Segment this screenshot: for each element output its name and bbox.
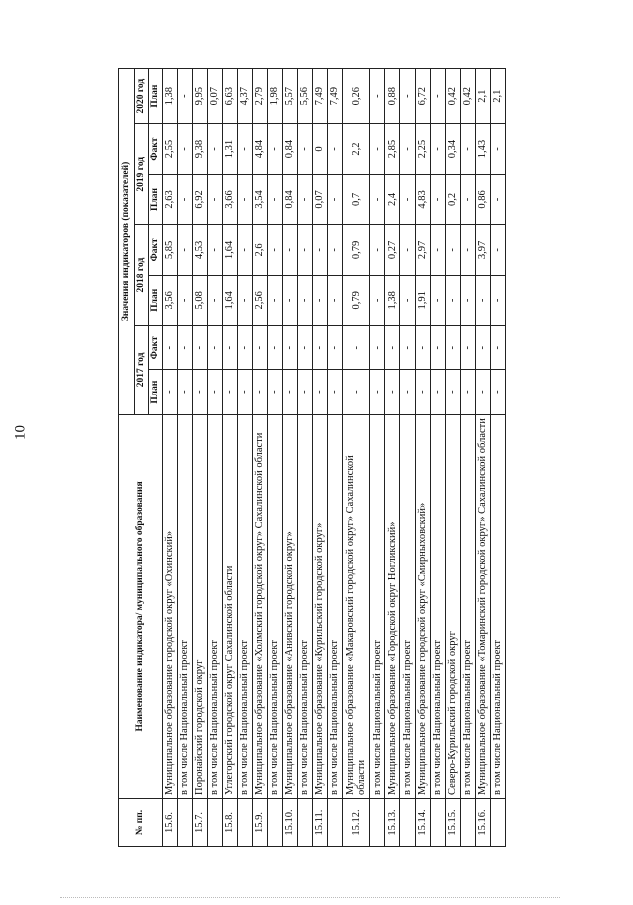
value-cell: 4,83: [415, 174, 430, 224]
value-cell: -: [313, 326, 328, 370]
value-cell: -: [298, 275, 313, 325]
value-cell: -: [328, 174, 343, 224]
value-cell: -: [268, 124, 283, 174]
value-cell: 4,53: [193, 225, 208, 275]
value-cell: 2,97: [415, 225, 430, 275]
row-name: в том числе Национальный проект: [208, 414, 223, 798]
value-cell: -: [490, 370, 505, 414]
value-cell: 2,1: [490, 69, 505, 124]
row-number: [328, 798, 343, 846]
value-cell: -: [193, 326, 208, 370]
header-plan: План: [149, 69, 163, 124]
value-cell: 2,56: [253, 275, 268, 325]
value-cell: 4,84: [253, 124, 268, 174]
value-cell: 0,07: [313, 174, 328, 224]
value-cell: 2,1: [475, 69, 490, 124]
row-number: 15.15.: [445, 798, 460, 846]
value-cell: -: [238, 124, 253, 174]
value-cell: 6,63: [223, 69, 238, 124]
row-name: Муниципальное образование «Макаровский городской округ» Сахалинской области: [343, 414, 370, 798]
value-cell: -: [208, 225, 223, 275]
value-cell: 1,91: [415, 275, 430, 325]
row-name: Муниципальное образование «Городской округ Ногликский»: [385, 414, 400, 798]
value-cell: -: [178, 326, 193, 370]
value-cell: -: [430, 174, 445, 224]
value-cell: -: [163, 326, 178, 370]
value-cell: 0,86: [475, 174, 490, 224]
value-cell: -: [460, 225, 475, 275]
value-cell: 3,56: [163, 275, 178, 325]
value-cell: 0,79: [343, 225, 370, 275]
row-name: в том числе Национальный проект: [238, 414, 253, 798]
value-cell: 0,07: [208, 69, 223, 124]
value-cell: 6,72: [415, 69, 430, 124]
value-cell: -: [430, 225, 445, 275]
value-cell: 0: [313, 124, 328, 174]
value-cell: -: [328, 275, 343, 325]
row-number: [238, 798, 253, 846]
header-year-2020: 2020 год: [135, 69, 149, 124]
table-row: [193, 69, 208, 847]
row-number: [208, 798, 223, 846]
value-cell: -: [460, 174, 475, 224]
value-cell: -: [370, 225, 385, 275]
value-cell: 3,97: [475, 225, 490, 275]
value-cell: 0,79: [343, 275, 370, 325]
value-cell: -: [490, 174, 505, 224]
table-row: [283, 69, 298, 847]
table-rotation-frame: [118, 68, 506, 847]
table-row: [460, 69, 475, 847]
row-name: в том числе Национальный проект: [370, 414, 385, 798]
value-cell: -: [313, 275, 328, 325]
value-cell: -: [328, 225, 343, 275]
value-cell: -: [283, 326, 298, 370]
row-number: 15.13.: [385, 798, 400, 846]
value-cell: -: [298, 174, 313, 224]
table-row: [370, 69, 385, 847]
row-number: 15.10.: [283, 798, 298, 846]
value-cell: 9,38: [193, 124, 208, 174]
value-cell: 7,49: [313, 69, 328, 124]
value-cell: 2,63: [163, 174, 178, 224]
value-cell: -: [313, 370, 328, 414]
value-cell: 5,57: [283, 69, 298, 124]
value-cell: 4,37: [238, 69, 253, 124]
value-cell: -: [385, 326, 400, 370]
row-name: Муниципальное образование «Томаринский городской округ» Сахалинской области: [475, 414, 490, 798]
value-cell: -: [370, 370, 385, 414]
value-cell: -: [298, 370, 313, 414]
table-row: [445, 69, 460, 847]
table-row: [343, 69, 370, 847]
table-row: [298, 69, 313, 847]
value-cell: 1,43: [475, 124, 490, 174]
value-cell: -: [208, 124, 223, 174]
value-cell: -: [430, 69, 445, 124]
value-cell: -: [370, 124, 385, 174]
value-cell: 5,56: [298, 69, 313, 124]
value-cell: -: [400, 370, 415, 414]
value-cell: -: [400, 69, 415, 124]
header-plan: План: [149, 275, 163, 325]
value-cell: 1,98: [268, 69, 283, 124]
value-cell: 0,84: [283, 124, 298, 174]
value-cell: 0,42: [460, 69, 475, 124]
table-row: [208, 69, 223, 847]
value-cell: -: [400, 174, 415, 224]
value-cell: -: [283, 370, 298, 414]
value-cell: -: [475, 370, 490, 414]
value-cell: 2,79: [253, 69, 268, 124]
value-cell: -: [268, 174, 283, 224]
row-number: 15.16.: [475, 798, 490, 846]
value-cell: 7,49: [328, 69, 343, 124]
value-cell: 6,92: [193, 174, 208, 224]
value-cell: -: [460, 275, 475, 325]
value-cell: -: [193, 370, 208, 414]
value-cell: -: [178, 174, 193, 224]
row-number: [400, 798, 415, 846]
table-row: [385, 69, 400, 847]
value-cell: 2,4: [385, 174, 400, 224]
header-plan: План: [149, 370, 163, 414]
value-cell: -: [223, 370, 238, 414]
value-cell: -: [430, 124, 445, 174]
value-cell: 0,34: [445, 124, 460, 174]
row-name: Поронайский городской округ: [193, 414, 208, 798]
value-cell: 5,85: [163, 225, 178, 275]
value-cell: -: [163, 370, 178, 414]
scan-edge-mark: [60, 897, 560, 899]
table-row: [313, 69, 328, 847]
value-cell: -: [460, 124, 475, 174]
value-cell: -: [445, 225, 460, 275]
header-year-2017: 2017 год: [135, 326, 149, 415]
value-cell: -: [490, 275, 505, 325]
table-row: [490, 69, 505, 847]
value-cell: -: [385, 370, 400, 414]
value-cell: -: [490, 326, 505, 370]
table-row: [163, 69, 178, 847]
value-cell: 0,42: [445, 69, 460, 124]
value-cell: 1,64: [223, 225, 238, 275]
value-cell: -: [238, 370, 253, 414]
value-cell: -: [298, 225, 313, 275]
value-cell: -: [445, 326, 460, 370]
value-cell: 0,26: [343, 69, 370, 124]
value-cell: -: [400, 275, 415, 325]
value-cell: 0,84: [283, 174, 298, 224]
value-cell: 0,2: [445, 174, 460, 224]
value-cell: -: [268, 225, 283, 275]
value-cell: -: [298, 124, 313, 174]
value-cell: -: [370, 69, 385, 124]
value-cell: 2,85: [385, 124, 400, 174]
value-cell: -: [253, 326, 268, 370]
table-header: [119, 69, 163, 847]
value-cell: 0,88: [385, 69, 400, 124]
row-number: [298, 798, 313, 846]
value-cell: -: [445, 370, 460, 414]
value-cell: -: [328, 370, 343, 414]
value-cell: 3,66: [223, 174, 238, 224]
row-number: 15.7.: [193, 798, 208, 846]
value-cell: -: [328, 124, 343, 174]
value-cell: -: [268, 275, 283, 325]
table-row: [253, 69, 268, 847]
table-row: [268, 69, 283, 847]
value-cell: -: [430, 370, 445, 414]
row-number: 15.6.: [163, 798, 178, 846]
value-cell: -: [460, 370, 475, 414]
value-cell: -: [223, 326, 238, 370]
row-name: Муниципальное образование городской округ «Охинский»: [163, 414, 178, 798]
header-fact: Факт: [149, 225, 163, 275]
table-body: [163, 69, 506, 847]
table-row: [430, 69, 445, 847]
value-cell: -: [370, 174, 385, 224]
value-cell: -: [238, 225, 253, 275]
value-cell: -: [178, 370, 193, 414]
row-number: 15.8.: [223, 798, 238, 846]
row-name: в том числе Национальный проект: [430, 414, 445, 798]
value-cell: 0,27: [385, 225, 400, 275]
row-name: в том числе Национальный проект: [328, 414, 343, 798]
indicator-table: [118, 68, 506, 847]
value-cell: -: [253, 370, 268, 414]
value-cell: -: [283, 275, 298, 325]
value-cell: 2,2: [343, 124, 370, 174]
row-number: [178, 798, 193, 846]
table-row: [328, 69, 343, 847]
header-plan: План: [149, 174, 163, 224]
value-cell: -: [415, 326, 430, 370]
value-cell: -: [208, 326, 223, 370]
row-number: 15.11.: [313, 798, 328, 846]
row-number: [370, 798, 385, 846]
table-row: [415, 69, 430, 847]
row-name: Муниципальное образование «Курильский городской округ»: [313, 414, 328, 798]
row-number: [268, 798, 283, 846]
page-number: 10: [12, 425, 29, 440]
value-cell: 1,38: [385, 275, 400, 325]
table-row: [475, 69, 490, 847]
value-cell: 9,95: [193, 69, 208, 124]
row-number: [430, 798, 445, 846]
value-cell: -: [178, 225, 193, 275]
value-cell: 2,6: [253, 225, 268, 275]
value-cell: 1,38: [163, 69, 178, 124]
header-fact: Факт: [149, 124, 163, 174]
row-number: 15.14.: [415, 798, 430, 846]
row-name: Муниципальное образование «Анивский городской округ»: [283, 414, 298, 798]
value-cell: -: [238, 275, 253, 325]
row-name: в том числе Национальный проект: [178, 414, 193, 798]
value-cell: -: [178, 124, 193, 174]
value-cell: -: [475, 326, 490, 370]
row-number: 15.12.: [343, 798, 370, 846]
row-name: Муниципальное образование городской округ «Смирныховский»: [415, 414, 430, 798]
value-cell: -: [238, 326, 253, 370]
value-cell: 2,25: [415, 124, 430, 174]
value-cell: -: [283, 225, 298, 275]
row-name: Северо-Курильский городской округ: [445, 414, 460, 798]
value-cell: -: [208, 174, 223, 224]
value-cell: -: [490, 124, 505, 174]
row-number: [460, 798, 475, 846]
value-cell: -: [400, 225, 415, 275]
value-cell: -: [178, 69, 193, 124]
row-name: в том числе Национальный проект: [490, 414, 505, 798]
value-cell: 3,54: [253, 174, 268, 224]
value-cell: -: [400, 124, 415, 174]
value-cell: -: [343, 326, 370, 370]
value-cell: -: [430, 275, 445, 325]
header-group: Значения индикаторов (показателей): [119, 69, 135, 415]
row-number: [490, 798, 505, 846]
row-number: 15.9.: [253, 798, 268, 846]
value-cell: -: [268, 326, 283, 370]
row-name: в том числе Национальный проект: [298, 414, 313, 798]
value-cell: -: [208, 275, 223, 325]
value-cell: -: [328, 326, 343, 370]
table-row: [178, 69, 193, 847]
row-name: в том числе Национальный проект: [460, 414, 475, 798]
value-cell: -: [370, 275, 385, 325]
value-cell: -: [313, 225, 328, 275]
row-name: в том числе Национальный проект: [400, 414, 415, 798]
value-cell: -: [268, 370, 283, 414]
value-cell: -: [490, 225, 505, 275]
value-cell: 1,31: [223, 124, 238, 174]
rotated-table-container: [118, 68, 506, 847]
value-cell: -: [343, 370, 370, 414]
value-cell: -: [445, 275, 460, 325]
value-cell: -: [460, 326, 475, 370]
value-cell: -: [238, 174, 253, 224]
row-name: Углегорский городской округ Сахалинской области: [223, 414, 238, 798]
value-cell: -: [298, 326, 313, 370]
table-row: [223, 69, 238, 847]
value-cell: -: [208, 370, 223, 414]
header-fact: Факт: [149, 326, 163, 370]
header-num: № пп.: [119, 798, 163, 846]
value-cell: 2,55: [163, 124, 178, 174]
value-cell: -: [370, 326, 385, 370]
table-row: [400, 69, 415, 847]
row-name: в том числе Национальный проект: [268, 414, 283, 798]
row-name: Муниципальное образование «Холмский городской округ» Сахалинской области: [253, 414, 268, 798]
value-cell: -: [475, 275, 490, 325]
value-cell: 5,08: [193, 275, 208, 325]
header-year-2018: 2018 год: [135, 225, 149, 326]
value-cell: -: [415, 370, 430, 414]
header-name: Наименование индикатора/ муниципального образования: [119, 414, 163, 798]
value-cell: -: [400, 326, 415, 370]
value-cell: 1,64: [223, 275, 238, 325]
value-cell: -: [178, 275, 193, 325]
value-cell: 0,7: [343, 174, 370, 224]
header-year-2019: 2019 год: [135, 124, 149, 225]
value-cell: -: [430, 326, 445, 370]
table-row: [238, 69, 253, 847]
